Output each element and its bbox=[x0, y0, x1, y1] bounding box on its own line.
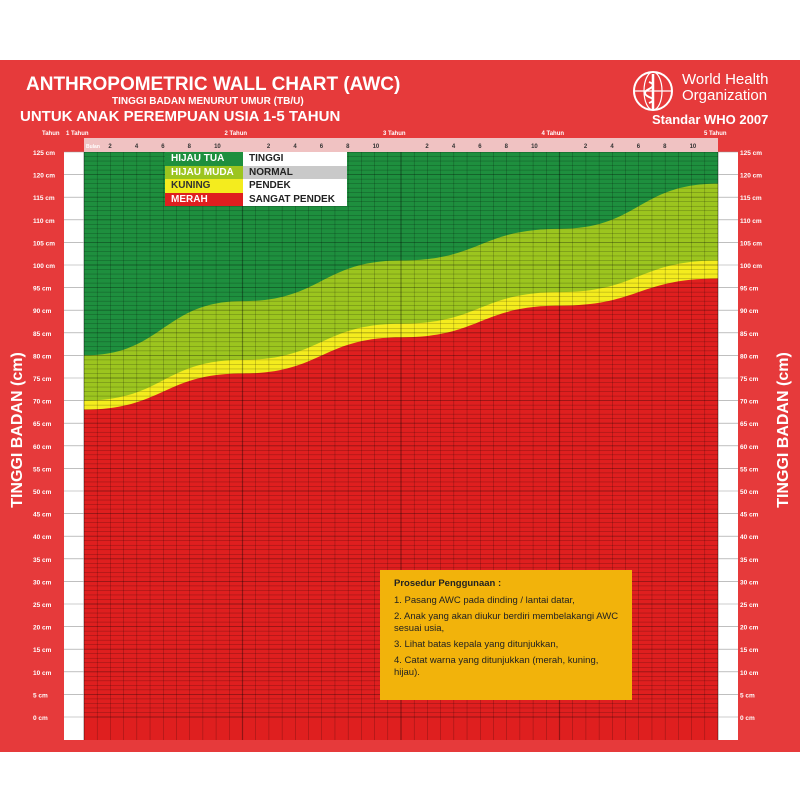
y-tick-label-right: 65 cm bbox=[740, 421, 759, 429]
y-tick-label-right: 90 cm bbox=[740, 308, 759, 316]
y-tick-label-right: 85 cm bbox=[740, 330, 759, 338]
y-tick-label-right: 45 cm bbox=[740, 511, 759, 519]
procedure-step: 4. Catat warna yang ditunjukkan (merah, kuning, hijau). bbox=[394, 655, 599, 678]
month-label: 8 bbox=[663, 144, 667, 150]
y-tick-label-left: 30 cm bbox=[33, 579, 52, 587]
legend-value: TINGGI bbox=[243, 152, 347, 166]
y-tick-label-right: 110 cm bbox=[740, 217, 762, 225]
y-tick-label-left: 5 cm bbox=[33, 692, 48, 700]
month-label: 2 bbox=[425, 144, 429, 150]
month-label: 4 bbox=[134, 144, 139, 150]
year-label: 4 Tahun bbox=[541, 131, 565, 137]
y-tick-label-left: 25 cm bbox=[33, 602, 52, 609]
y-tick-label-right: 60 cm bbox=[740, 443, 759, 451]
legend-row bbox=[165, 152, 347, 166]
month-label: 8 bbox=[346, 144, 350, 150]
y-tick-label-right: 120 cm bbox=[740, 172, 763, 180]
y-tick-label-left: 105 cm bbox=[33, 240, 56, 248]
y-tick-label-left: 120 cm bbox=[33, 172, 56, 180]
month-label: 10 bbox=[214, 144, 221, 150]
y-tick-label-left: 55 cm bbox=[33, 466, 52, 474]
chart-subtitle-target: UNTUK ANAK PEREMPUAN USIA 1-5 TAHUN bbox=[20, 108, 341, 125]
month-label: 2 bbox=[583, 144, 588, 150]
y-tick-label-left: 45 cm bbox=[33, 511, 52, 519]
y-tick-label-right: 20 cm bbox=[740, 624, 759, 632]
year-label: 1 Tahun bbox=[66, 131, 89, 137]
y-tick-label-left: 95 cm bbox=[33, 285, 52, 293]
y-tick-label-right: 0 cm bbox=[740, 715, 755, 722]
y-tick-label-right: 35 cm bbox=[740, 556, 759, 564]
legend-key: KUNING bbox=[165, 179, 243, 193]
chart-title: ANTHROPOMETRIC WALL CHART (AWC) bbox=[26, 74, 401, 95]
procedure-step: 2. Anak yang akan diukur berdiri membelakangi AWC sesuai usia, bbox=[394, 611, 619, 634]
month-label: 4 bbox=[451, 144, 456, 150]
procedure-steps bbox=[394, 595, 622, 679]
y-tick-label-right: 25 cm bbox=[740, 602, 759, 609]
y-tick-label-right: 80 cm bbox=[740, 353, 759, 361]
y-tick-label-left: 50 cm bbox=[33, 489, 52, 496]
legend-value: NORMAL bbox=[243, 166, 347, 180]
legend-key: MERAH bbox=[165, 193, 243, 207]
y-tick-label-left: 15 cm bbox=[33, 647, 52, 655]
legend-row bbox=[165, 179, 347, 193]
y-tick-label-right: 115 cm bbox=[740, 195, 762, 203]
legend-key: HIJAU TUA bbox=[165, 152, 243, 166]
y-tick-label-right: 100 cm bbox=[740, 263, 763, 270]
legend-value: PENDEK bbox=[243, 179, 347, 193]
year-label: 3 Tahun bbox=[383, 131, 406, 137]
legend-key: HIJAU MUDA bbox=[165, 166, 243, 180]
y-tick-label-left: 70 cm bbox=[33, 398, 52, 406]
month-label: 10 bbox=[372, 144, 380, 150]
month-label: 6 bbox=[161, 144, 165, 150]
y-tick-label-left: 90 cm bbox=[33, 308, 52, 316]
y-tick-label-left: 75 cm bbox=[33, 376, 52, 383]
y-tick-label-left: 110 cm bbox=[33, 217, 55, 225]
legend-value: SANGAT PENDEK bbox=[243, 193, 347, 207]
procedure-step: 1. Pasang AWC pada dinding / lantai datar, bbox=[394, 595, 575, 606]
y-tick-label-left: 20 cm bbox=[33, 624, 52, 632]
y-tick-label-right: 15 cm bbox=[740, 647, 759, 655]
y-tick-label-right: 50 cm bbox=[740, 489, 759, 496]
y-tick-label-right: 30 cm bbox=[740, 579, 759, 587]
y-tick-label-left: 35 cm bbox=[33, 556, 52, 564]
y-axis-label-right: TINGGI BADAN (cm) bbox=[775, 352, 792, 508]
year-label: 5 Tahun bbox=[704, 131, 727, 137]
y-tick-label-left: 85 cm bbox=[33, 330, 52, 338]
who-standard-label: Standar WHO 2007 bbox=[652, 112, 769, 127]
y-tick-label-left: 10 cm bbox=[33, 669, 52, 677]
month-label: 10 bbox=[689, 144, 697, 150]
y-tick-label-right: 10 cm bbox=[740, 669, 759, 677]
month-label: 4 bbox=[610, 144, 614, 150]
y-tick-label-left: 0 cm bbox=[33, 715, 48, 722]
who-org-name: World Health Organization bbox=[682, 71, 769, 104]
procedure-box bbox=[380, 570, 632, 700]
month-label: 10 bbox=[531, 144, 538, 150]
y-tick-label-right: 125 cm bbox=[740, 150, 763, 157]
x-axis-month-label: Bulan bbox=[86, 144, 100, 150]
month-label: 2 bbox=[266, 144, 271, 150]
y-tick-label-left: 80 cm bbox=[33, 353, 52, 361]
y-tick-label-left: 65 cm bbox=[33, 421, 52, 429]
year-label: 2 Tahun bbox=[224, 131, 248, 137]
procedure-title: Prosedur Penggunaan : bbox=[394, 578, 502, 589]
y-axis-label-left: TINGGI BADAN (cm) bbox=[9, 352, 26, 508]
month-label: 8 bbox=[504, 144, 509, 150]
month-label: 4 bbox=[293, 144, 297, 150]
y-tick-label-right: 55 cm bbox=[740, 466, 759, 474]
legend-row bbox=[165, 193, 347, 207]
month-axis-strip bbox=[84, 138, 718, 152]
y-tick-label-left: 125 cm bbox=[33, 150, 56, 157]
y-tick-label-right: 40 cm bbox=[740, 534, 759, 542]
procedure-step: 3. Lihat batas kepala yang ditunjukkan, bbox=[394, 639, 559, 650]
y-tick-label-left: 40 cm bbox=[33, 534, 52, 542]
chart-subtitle: TINGGI BADAN MENURUT UMUR (TB/U) bbox=[112, 96, 304, 107]
month-label: 6 bbox=[636, 144, 641, 150]
y-tick-label-right: 5 cm bbox=[740, 692, 755, 700]
month-label: 6 bbox=[478, 144, 482, 150]
y-tick-label-left: 115 cm bbox=[33, 195, 55, 203]
x-axis-year-label: Tahun bbox=[42, 131, 60, 137]
y-tick-label-left: 60 cm bbox=[33, 443, 52, 451]
month-label: 8 bbox=[187, 144, 192, 150]
color-legend bbox=[165, 152, 347, 206]
legend-row bbox=[165, 166, 347, 180]
y-tick-label-left: 100 cm bbox=[33, 263, 56, 270]
y-tick-label-right: 105 cm bbox=[740, 240, 763, 248]
month-label: 6 bbox=[319, 144, 324, 150]
y-tick-label-right: 75 cm bbox=[740, 376, 759, 383]
y-tick-label-right: 95 cm bbox=[740, 285, 759, 293]
month-label: 2 bbox=[108, 144, 112, 150]
y-tick-label-right: 70 cm bbox=[740, 398, 759, 406]
